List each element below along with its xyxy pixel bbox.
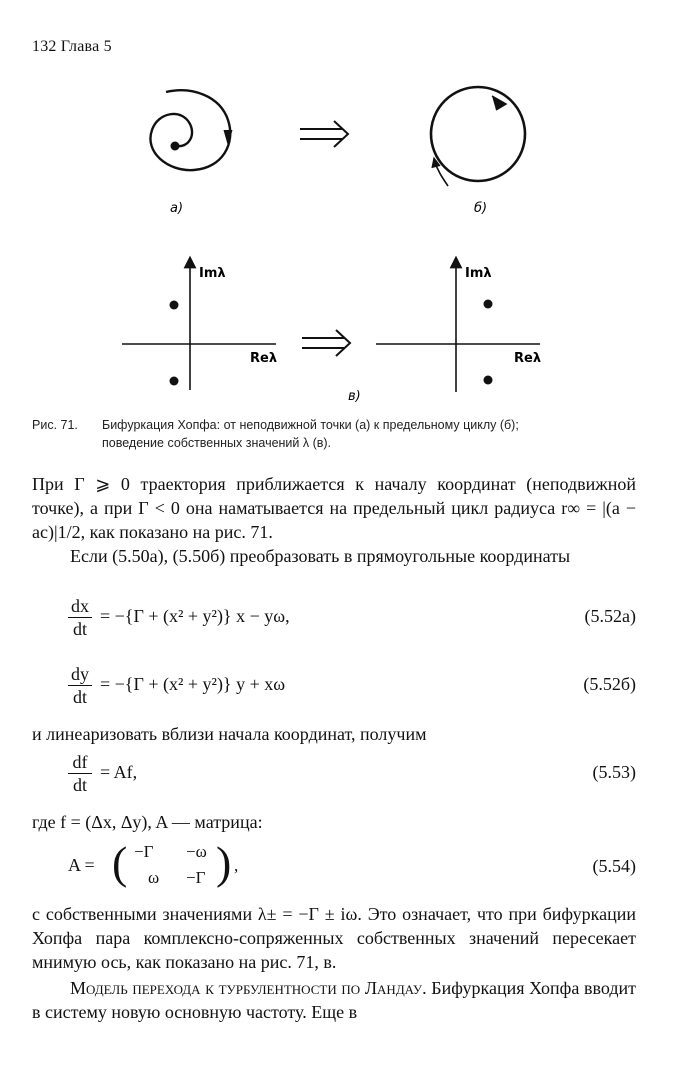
eigenvalue-dot [170,377,179,386]
eigenvalue-dot [170,301,179,310]
implies-arrow-bottom [302,330,350,356]
matrix-lhs: A = [68,855,95,875]
paragraph-2: Если (5.50а), (5.50б) преобразовать в прямоугольные координаты [70,546,571,566]
equation-body: = −{Γ + (x² + y²)} y + xω [100,674,286,694]
equation-number: (5.52а) [584,606,636,626]
left-paren: ( [112,837,128,888]
figure-label-v: в) [348,389,361,404]
matrix-cell: −Γ [186,868,206,887]
axis-im-right: Imλ [465,266,492,281]
paragraph-4: где f = (Δx, Δy), A — матрица: [32,812,263,832]
matrix-tail: , [234,856,239,875]
paragraph-6-text: Бифуркация Хопфа вводит в систему новую основную частоту. Еще в [32,978,637,1022]
fixed-point [171,142,180,151]
equation-5-52a [68,596,636,639]
figure-label-b: б) [474,201,488,216]
axis-re-right: Reλ [514,351,542,366]
equation-5-53 [68,752,636,795]
section-runin-heading: Модель перехода к турбулентности по Ландау. [70,978,427,998]
equation-number: (5.52б) [583,674,636,694]
fraction-numerator: df [72,752,88,772]
axis-re-left: Reλ [250,351,278,366]
fraction [68,664,92,707]
fraction [68,596,92,639]
eigenvalue-dot [484,300,493,309]
equation-body: = Af, [100,762,138,782]
fraction-denominator: dt [72,687,87,707]
eigen-plane-right [376,262,540,392]
axis-im-left: Imλ [199,266,226,281]
equation-5-54 [68,837,636,892]
fraction-denominator: dt [72,619,87,639]
figure-caption [32,416,652,452]
paragraph-5: с собственными значениями λ± = −Γ ± iω. Это означает, что при бифуркации Хопфа пара комплексно-сопряженных собственных значений пересекает мнимую ось, как показано на рис. 71, в. [32,904,636,972]
figure-71 [0,0,700,410]
matrix-cell: −Γ [134,842,154,861]
eigen-plane-left [122,262,276,390]
running-head: 132 Глава 5 [32,38,112,55]
equation-number: (5.53) [592,762,636,782]
fraction-numerator: dx [71,596,89,616]
fraction-denominator: dt [72,775,87,795]
eigenvalue-dot [484,376,493,385]
equation-number: (5.54) [592,856,636,876]
paragraph-6 [32,976,636,1024]
fraction-numerator: dy [71,664,89,684]
implies-arrow-top [300,121,348,147]
figure-label-a: а) [170,201,184,216]
fraction [68,752,92,795]
matrix-cell: −ω [186,842,207,861]
caption-line-2: поведение собственных значений λ (в). [102,436,332,450]
limit-cycle [431,87,525,186]
equation-body: = −{Γ + (x² + y²)} x − yω, [100,606,290,626]
caption-line-1: Бифуркация Хопфа: от неподвижной точки (а) к предельному циклу (б); [102,418,519,432]
cycle-arrow-icon [492,96,506,110]
paragraph-1: При Γ ⩾ 0 траектория приближается к началу координат (неподвижной точке), а при Γ < 0 она наматывается на предельный цикл радиуса r∞ = |(a − ac)|1/2, как показано на рис. 71. [32,474,636,542]
matrix-cell: ω [148,868,160,887]
paragraph-3: и линеаризовать вблизи начала координат, получим [32,724,427,744]
spiral-trajectory [150,90,232,170]
caption-number: Рис. 71. [32,418,78,432]
equation-5-52b [68,664,636,707]
right-paren: ) [216,837,232,888]
